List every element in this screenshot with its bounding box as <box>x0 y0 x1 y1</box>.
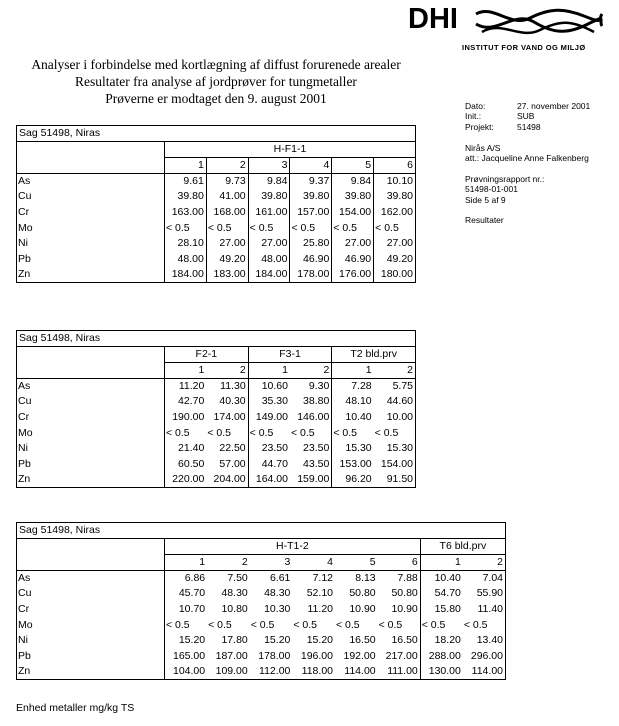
table-cell: < 0.5 <box>290 220 332 236</box>
table-cell: 178.00 <box>290 267 332 283</box>
table-cell: 187.00 <box>215 649 248 662</box>
table-row <box>17 633 506 649</box>
element-label: As <box>17 379 165 395</box>
table-cell: 6.86 <box>165 571 208 587</box>
element-label: Zn <box>17 472 165 488</box>
table-cell: < 0.5 <box>332 425 374 441</box>
table-cell: < 0.5 <box>248 425 290 441</box>
sample-group-header: T2 bld.prv <box>332 347 416 363</box>
column-number: 1 <box>420 555 463 571</box>
table-cell: 10.70 <box>165 602 208 618</box>
table-cell: 48.10 <box>332 394 374 410</box>
table-caption: Sag 51498, Niras <box>17 331 416 347</box>
table-cell: 45.70 <box>165 586 208 602</box>
table-cell: 296.00 <box>463 648 506 664</box>
table-cell: 25.80 <box>290 236 332 252</box>
table-cell: < 0.5 <box>206 220 248 236</box>
element-label: Cr <box>17 602 165 618</box>
table-row <box>17 664 506 680</box>
logo-subtitle: INSTITUT FOR VAND OG MILJØ <box>462 43 586 52</box>
table-cell: 154.00 <box>332 205 374 221</box>
column-number: 4 <box>290 158 332 174</box>
table-caption: Sag 51498, Niras <box>17 523 506 539</box>
table-cell: 10.90 <box>391 602 418 615</box>
table-cell: 57.00 <box>219 457 246 470</box>
table-cell: < 0.5 <box>165 425 207 441</box>
table-cell: 10.90 <box>349 602 376 615</box>
element-label: Ni <box>17 441 165 457</box>
table-row <box>17 617 506 633</box>
table-cell: 10.40 <box>332 410 374 426</box>
table-cell: 146.00 <box>297 410 330 423</box>
table-cell: < 0.5 <box>250 618 275 631</box>
table-cell: 118.00 <box>292 664 335 680</box>
heading-line-2: Resultater fra analyse af jordprøver for tungmetaller <box>75 74 357 89</box>
table-cell: 21.40 <box>165 441 207 457</box>
element-label: Cu <box>17 189 165 205</box>
table-cell: 16.50 <box>349 634 376 647</box>
table-cell: 15.20 <box>165 633 208 649</box>
logo-text: DHI <box>408 3 458 35</box>
table-cell: 114.00 <box>463 664 506 680</box>
table-row <box>17 174 416 190</box>
table-cell: 49.20 <box>374 251 416 267</box>
element-label: Pb <box>17 456 165 472</box>
table-cell: 22.50 <box>219 442 246 455</box>
table-cell: 42.70 <box>165 394 207 410</box>
table-cell: 60.50 <box>165 456 207 472</box>
report-label: Prøvningsrapport nr.: <box>465 173 545 184</box>
table-cell: 7.12 <box>312 572 333 585</box>
table-cell: 55.90 <box>463 586 506 602</box>
table-cell: 130.00 <box>420 664 463 680</box>
table-cell: 11.30 <box>220 380 246 393</box>
table-cell: 15.30 <box>332 441 374 457</box>
table-cell: < 0.5 <box>378 618 403 631</box>
column-number: 1 <box>332 363 374 379</box>
table-cell: 178.00 <box>258 649 291 662</box>
table-cell: < 0.5 <box>248 220 290 236</box>
client-att: att.: Jacqueline Anne Falkenberg <box>465 153 589 164</box>
table-cell: 104.00 <box>165 664 208 680</box>
table-cell: 44.60 <box>374 394 416 410</box>
table-cell: 7.88 <box>397 572 418 585</box>
heading-line-1: Analyser i forbindelse med kortlægning af diffust forurenede arealer <box>31 57 401 72</box>
column-number: 6 <box>374 158 416 174</box>
table-cell: 11.40 <box>463 602 506 618</box>
element-label: Ni <box>17 236 165 252</box>
column-number: 2 <box>206 363 248 379</box>
table-cell: 13.40 <box>463 633 506 649</box>
table-cell: 49.20 <box>206 251 248 267</box>
table-cell: 28.10 <box>165 236 207 252</box>
project-label: Projekt: <box>465 121 494 132</box>
table-cell: 54.70 <box>420 586 463 602</box>
table-cell: 96.20 <box>332 472 374 488</box>
table-cell: 11.20 <box>307 602 333 615</box>
table-cell: 157.00 <box>290 205 332 221</box>
table-cell: 18.20 <box>420 633 463 649</box>
report-info <box>465 101 590 226</box>
sample-group-header: H-F1-1 <box>165 142 416 158</box>
element-label: Cr <box>17 205 165 221</box>
table-cell: 27.00 <box>374 236 416 252</box>
results-table-3 <box>16 522 506 680</box>
table-cell: 111.00 <box>378 664 421 680</box>
table-row <box>17 648 506 664</box>
page-indicator: Side 5 af 9 <box>465 194 506 205</box>
table-row <box>17 267 416 283</box>
results-table-1 <box>16 125 416 283</box>
table-cell: 184.00 <box>248 267 290 283</box>
table-cell: 154.00 <box>374 456 416 472</box>
init-value: SUB <box>517 111 535 122</box>
table-cell: 183.00 <box>206 267 248 283</box>
table-cell: 50.80 <box>349 587 376 600</box>
element-label: Ni <box>17 633 165 649</box>
table-row <box>17 441 416 457</box>
table-cell: < 0.5 <box>336 618 360 631</box>
table-cell: 9.84 <box>248 174 290 190</box>
table-cell: < 0.5 <box>293 618 318 631</box>
table-row <box>17 586 506 602</box>
element-label: Zn <box>17 267 165 283</box>
table-cell: < 0.5 <box>207 426 231 439</box>
table-cell: 23.50 <box>303 442 330 455</box>
column-number: 2 <box>463 555 506 571</box>
init-label: Init.: <box>465 111 482 122</box>
table-cell: 168.00 <box>206 205 248 221</box>
table-cell: 40.30 <box>219 395 246 408</box>
table-cell: 165.00 <box>165 648 208 664</box>
element-label: Pb <box>17 648 165 664</box>
table-cell: 8.13 <box>355 572 376 585</box>
element-label: Mo <box>17 220 165 236</box>
element-label: Cu <box>17 586 165 602</box>
client-name: Nirås A/S <box>465 142 501 153</box>
table-cell: 35.30 <box>248 394 290 410</box>
table-cell: 39.80 <box>165 189 207 205</box>
table-cell: 46.90 <box>290 251 332 267</box>
table-cell: 27.00 <box>206 236 248 252</box>
element-label: Zn <box>17 664 165 680</box>
table-cell: 39.80 <box>374 189 416 205</box>
results-table-2 <box>16 330 416 488</box>
table-cell: < 0.5 <box>420 617 463 633</box>
table-cell: < 0.5 <box>374 425 416 441</box>
table-row <box>17 379 416 395</box>
column-number: 1 <box>165 158 207 174</box>
table-cell: 39.80 <box>248 189 290 205</box>
table-cell: 220.00 <box>165 472 207 488</box>
table-cell: 204.00 <box>206 472 248 488</box>
table-cell: 10.60 <box>248 379 290 395</box>
table-row <box>17 410 416 426</box>
table-cell: < 0.5 <box>374 220 416 236</box>
table-row <box>17 456 416 472</box>
table-cell: 15.20 <box>264 634 291 647</box>
table-row <box>17 205 416 221</box>
table-cell: 27.00 <box>332 236 374 252</box>
table-cell: 46.90 <box>332 251 374 267</box>
table-row <box>17 571 506 587</box>
table-cell: 23.50 <box>248 441 290 457</box>
project-value: 51498 <box>517 121 541 132</box>
table-cell: 44.70 <box>248 456 290 472</box>
table-cell: 163.00 <box>165 205 207 221</box>
column-number: 5 <box>332 158 374 174</box>
sample-group-header: T6 bld.prv <box>420 539 505 555</box>
table-row <box>17 602 506 618</box>
table-cell: 9.61 <box>165 174 207 190</box>
column-number: 1 <box>248 363 290 379</box>
column-number: 3 <box>248 158 290 174</box>
table-cell: 43.50 <box>303 457 330 470</box>
column-number: 4 <box>292 555 335 571</box>
table-cell: 153.00 <box>332 456 374 472</box>
table-cell: 109.00 <box>207 664 250 680</box>
document-heading <box>0 56 432 107</box>
report-number: 51498-01-001 <box>465 184 518 195</box>
table-cell: < 0.5 <box>463 617 506 633</box>
table-cell: 9.84 <box>332 174 374 190</box>
table-cell: 41.00 <box>206 189 248 205</box>
table-cell: 162.00 <box>374 205 416 221</box>
table-cell: 10.40 <box>420 571 463 587</box>
table-cell: 176.00 <box>332 267 374 283</box>
date-value: 27. november 2001 <box>517 101 591 111</box>
table-cell: 10.10 <box>374 174 416 190</box>
sample-group-header: H-T1-2 <box>165 539 421 555</box>
table-cell: 196.00 <box>300 649 333 662</box>
table-cell: 7.04 <box>463 571 506 587</box>
table-cell: 190.00 <box>165 410 207 426</box>
sample-group-header: F2-1 <box>165 347 249 363</box>
column-number: 2 <box>206 158 248 174</box>
table-cell: 48.00 <box>165 251 207 267</box>
table-cell: < 0.5 <box>208 618 232 631</box>
heading-line-3: Prøverne er modtaget den 9. august 2001 <box>105 91 327 106</box>
column-number: 1 <box>165 555 208 571</box>
table-cell: 9.37 <box>290 174 332 190</box>
table-cell: 39.80 <box>332 189 374 205</box>
column-number: 1 <box>165 363 207 379</box>
element-label: Pb <box>17 251 165 267</box>
element-label: As <box>17 571 165 587</box>
table-cell: 48.00 <box>248 251 290 267</box>
table-cell: 10.00 <box>374 410 416 426</box>
table-cell: 9.73 <box>206 174 248 190</box>
table-cell: 149.00 <box>248 410 290 426</box>
table-cell: 15.30 <box>374 441 416 457</box>
table-cell: 10.30 <box>264 602 291 615</box>
logo-wave-icon <box>474 6 604 40</box>
table-cell: 9.30 <box>308 380 330 393</box>
table-cell: 15.20 <box>306 634 333 647</box>
element-label: Cu <box>17 394 165 410</box>
table-cell: 52.10 <box>306 587 333 600</box>
table-caption: Sag 51498, Niras <box>17 126 416 142</box>
table-cell: 217.00 <box>385 649 418 662</box>
table-cell: 15.80 <box>420 602 463 618</box>
table-cell: 184.00 <box>165 267 207 283</box>
table-row <box>17 425 416 441</box>
date-label: Dato: <box>465 101 486 111</box>
table-cell: 6.61 <box>269 572 291 585</box>
unit-note: Enhed metaller mg/kg TS <box>16 702 135 714</box>
table-cell: 180.00 <box>374 267 416 283</box>
table-cell: 10.80 <box>221 602 248 615</box>
table-cell: 7.28 <box>332 379 374 395</box>
table-cell: 50.80 <box>391 587 418 600</box>
table-row <box>17 394 416 410</box>
table-cell: 38.80 <box>303 395 330 408</box>
table-row <box>17 189 416 205</box>
table-cell: 159.00 <box>290 472 332 488</box>
table-row <box>17 236 416 252</box>
column-number: 6 <box>378 555 421 571</box>
element-label: Mo <box>17 617 165 633</box>
table-cell: 192.00 <box>343 649 376 662</box>
dhi-logo <box>408 4 604 60</box>
table-cell: 27.00 <box>248 236 290 252</box>
table-cell: 17.80 <box>221 634 248 647</box>
element-label: As <box>17 174 165 190</box>
table-cell: < 0.5 <box>165 220 207 236</box>
table-row <box>17 220 416 236</box>
column-number: 2 <box>290 363 332 379</box>
table-cell: 48.30 <box>264 587 291 600</box>
table-row <box>17 251 416 267</box>
table-cell: 91.50 <box>374 472 416 488</box>
table-cell: 16.50 <box>391 634 418 647</box>
element-label: Mo <box>17 425 165 441</box>
table-cell: 7.50 <box>227 572 248 585</box>
column-number: 5 <box>335 555 378 571</box>
table-row <box>17 472 416 488</box>
table-cell: 288.00 <box>420 648 463 664</box>
table-cell: 164.00 <box>248 472 290 488</box>
column-number: 3 <box>250 555 293 571</box>
element-label: Cr <box>17 410 165 426</box>
table-cell: 161.00 <box>248 205 290 221</box>
table-cell: < 0.5 <box>165 617 208 633</box>
table-cell: 11.20 <box>165 379 207 395</box>
table-cell: 114.00 <box>335 664 378 680</box>
table-cell: 39.80 <box>290 189 332 205</box>
table-cell: 112.00 <box>250 664 293 680</box>
section-label: Resultater <box>465 215 504 226</box>
sample-group-header: F3-1 <box>248 347 332 363</box>
table-cell: 174.00 <box>213 410 246 423</box>
table-cell: 5.75 <box>374 379 416 395</box>
column-number: 2 <box>207 555 250 571</box>
table-cell: 48.30 <box>221 587 248 600</box>
column-number: 2 <box>374 363 416 379</box>
table-cell: < 0.5 <box>290 426 315 439</box>
table-cell: < 0.5 <box>332 220 374 236</box>
